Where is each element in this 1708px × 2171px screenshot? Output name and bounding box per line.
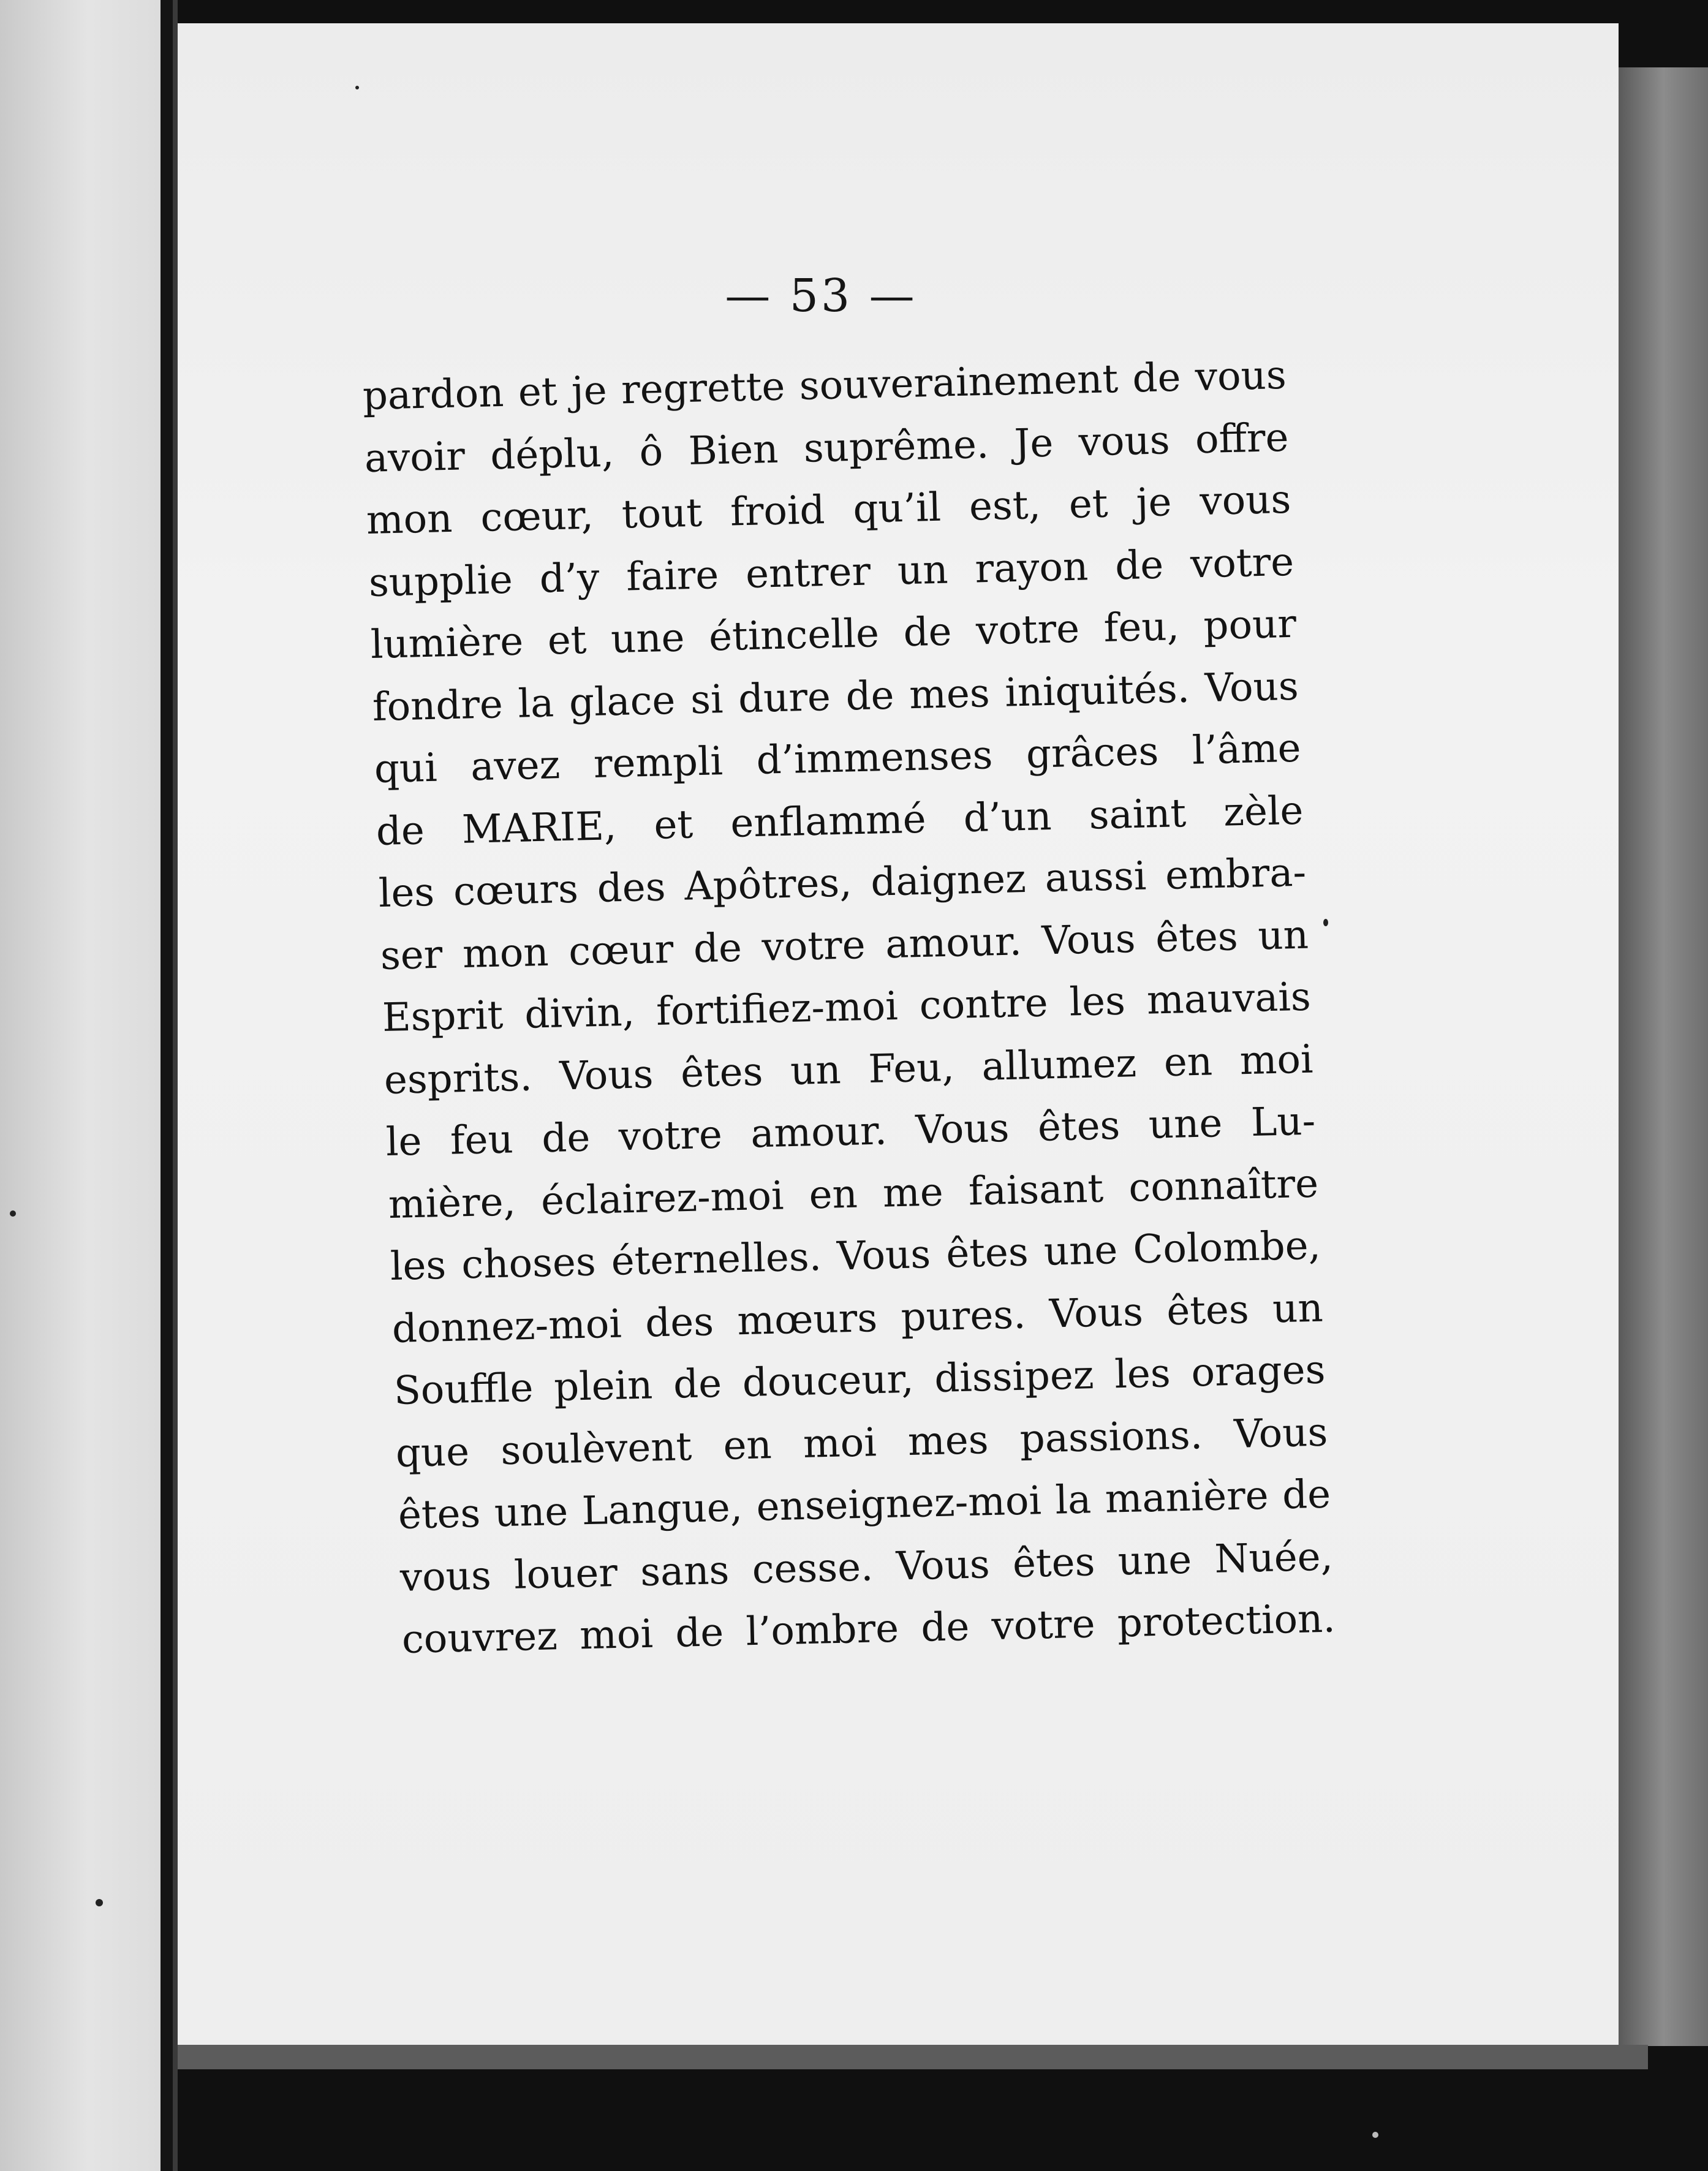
text-line: êtes une Langue, enseignez-moi la manière de: [397, 1471, 1331, 1538]
text-line: fondre la glace si dure de mes iniquités. Vous: [372, 663, 1299, 730]
page-speck: [355, 86, 359, 89]
text-line: pardon et je regrette souverainement de vous: [362, 352, 1287, 419]
text-line: le feu de votre amour. Vous êtes une Lu-: [385, 1098, 1317, 1165]
text-line: mon cœur, tout froid qu’il est, et je vous: [366, 477, 1292, 543]
text-line: mière, éclairez-moi en me faisant connaître: [387, 1161, 1319, 1228]
text-line: donnez-moi des mœurs pures. Vous êtes un: [391, 1285, 1324, 1352]
text-line: esprits. Vous êtes un Feu, allumez en moi: [384, 1036, 1314, 1103]
text-line: de MARIE, et enflammé d’un saint zèle: [376, 788, 1304, 855]
text-line: que soulèvent en moi mes passions. Vous: [395, 1409, 1329, 1476]
page-number: — 53 —: [725, 270, 917, 322]
text-line: couvrez moi de l’ombre de votre protection.: [401, 1596, 1336, 1663]
text-line: les cœurs des Apôtres, daignez aussi embra-: [377, 850, 1307, 916]
text-line: les choses éternelles. Vous êtes une Colombe,: [389, 1223, 1321, 1289]
text-line: supplie d’y faire entrer un rayon de votre: [368, 539, 1294, 606]
gutter-line: [173, 0, 178, 2171]
page-speck: [1323, 919, 1328, 926]
text-line: qui avez rempli d’immenses grâces l’âme: [374, 725, 1302, 792]
left-margin-speck: [10, 1210, 16, 1217]
text-line: Esprit divin, fortifiez-moi contre les mauvais: [382, 974, 1312, 1041]
left-margin-speck: [96, 1899, 103, 1906]
text-line: ser mon cœur de votre amour. Vous êtes un: [379, 912, 1309, 979]
text-line: Souffle plein de douceur, dissipez les orages: [393, 1347, 1326, 1414]
bottom-speck: [1372, 2132, 1378, 2138]
left-page-edge: [0, 0, 161, 2171]
right-page-edge: [1619, 67, 1708, 2046]
text-line: avoir déplu, ô Bien suprême. Je vous offre: [364, 415, 1290, 481]
book-gutter: [161, 0, 174, 2171]
text-line: vous louer sans cesse. Vous êtes une Nuée,: [399, 1533, 1334, 1601]
bottom-page-edge: [178, 2045, 1648, 2069]
text-line: lumière et une étincelle de votre feu, pour: [369, 601, 1297, 668]
